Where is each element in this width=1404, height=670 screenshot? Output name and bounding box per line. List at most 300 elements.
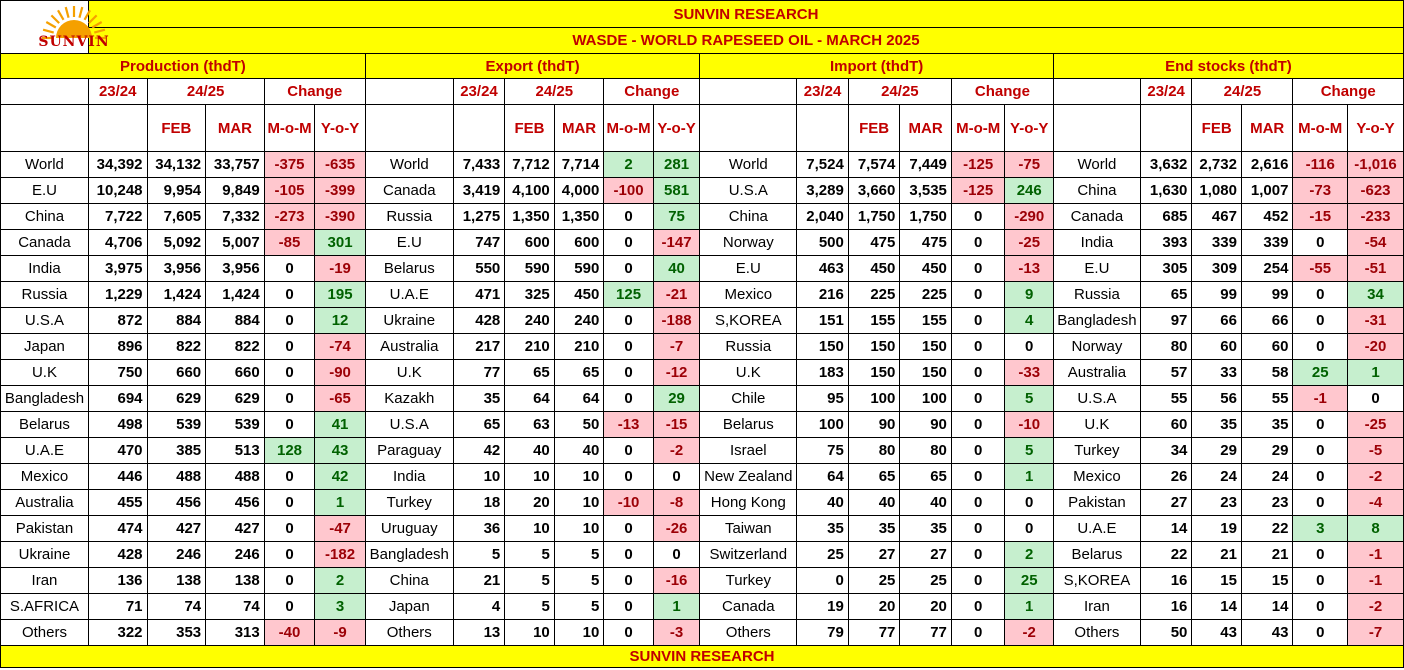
- value-mar: 225: [900, 282, 952, 308]
- value-mar: 55: [1241, 386, 1293, 412]
- change-mom: 0: [1293, 438, 1348, 464]
- value-2324: 26: [1140, 464, 1192, 490]
- header-yoy: Y-o-Y: [1005, 105, 1054, 152]
- country-name: Australia: [1, 490, 89, 516]
- value-mar: 590: [554, 256, 604, 282]
- change-yoy: -9: [315, 620, 366, 646]
- value-feb: 7,712: [505, 152, 555, 178]
- table-row: [1, 386, 1404, 412]
- value-2324: 322: [88, 620, 147, 646]
- country-name: India: [365, 464, 453, 490]
- country-name: U.A.E: [365, 282, 453, 308]
- change-yoy: 9: [1005, 282, 1054, 308]
- header-year-current: 24/25: [147, 79, 264, 105]
- value-mar: 456: [206, 490, 265, 516]
- value-mar: 90: [900, 412, 952, 438]
- country-name: Iran: [1053, 594, 1140, 620]
- value-feb: 456: [147, 490, 206, 516]
- country-name: Ukraine: [1, 542, 89, 568]
- value-feb: 475: [848, 230, 900, 256]
- change-mom: -15: [1293, 204, 1348, 230]
- value-feb: 27: [848, 542, 900, 568]
- country-name: Belarus: [700, 412, 797, 438]
- value-2324: 36: [453, 516, 505, 542]
- value-feb: 34,132: [147, 152, 206, 178]
- country-name: Bangladesh: [365, 542, 453, 568]
- country-name: Israel: [700, 438, 797, 464]
- change-yoy: -1,016: [1348, 152, 1404, 178]
- value-2324: 3,419: [453, 178, 505, 204]
- change-mom: 0: [1293, 282, 1348, 308]
- header-blank: [1, 105, 89, 152]
- value-feb: 3,956: [147, 256, 206, 282]
- value-2324: 1,630: [1140, 178, 1192, 204]
- value-feb: 90: [848, 412, 900, 438]
- value-2324: 77: [453, 360, 505, 386]
- value-feb: 10: [505, 516, 555, 542]
- value-feb: 4,100: [505, 178, 555, 204]
- change-yoy: 1: [315, 490, 366, 516]
- country-name: U.K: [365, 360, 453, 386]
- value-feb: 10: [505, 620, 555, 646]
- value-mar: 539: [206, 412, 265, 438]
- header-yoy: Y-o-Y: [653, 105, 699, 152]
- value-2324: 10,248: [88, 178, 147, 204]
- change-mom: -125: [951, 152, 1005, 178]
- change-mom: 0: [604, 568, 654, 594]
- country-name: Pakistan: [1053, 490, 1140, 516]
- value-feb: 15: [1192, 568, 1242, 594]
- change-yoy: 301: [315, 230, 366, 256]
- value-feb: 467: [1192, 204, 1242, 230]
- section-title-end-stocks-thdt: End stocks (thdT): [1053, 54, 1403, 79]
- value-2324: 5: [453, 542, 505, 568]
- change-yoy: 0: [1005, 516, 1054, 542]
- change-mom: 0: [1293, 334, 1348, 360]
- value-feb: 7,605: [147, 204, 206, 230]
- header-feb: FEB: [147, 105, 206, 152]
- country-name: Bangladesh: [1053, 308, 1140, 334]
- change-mom: 0: [951, 542, 1005, 568]
- change-yoy: -4: [1348, 490, 1404, 516]
- value-feb: 539: [147, 412, 206, 438]
- country-name: China: [365, 568, 453, 594]
- value-mar: 1,750: [900, 204, 952, 230]
- country-name: E.U: [700, 256, 797, 282]
- country-name: Norway: [700, 230, 797, 256]
- value-mar: 21: [1241, 542, 1293, 568]
- country-name: Norway: [1053, 334, 1140, 360]
- value-feb: 150: [848, 360, 900, 386]
- change-mom: -55: [1293, 256, 1348, 282]
- header-mom: M-o-M: [1293, 105, 1348, 152]
- value-mar: 254: [1241, 256, 1293, 282]
- value-2324: 3,975: [88, 256, 147, 282]
- value-2324: 42: [453, 438, 505, 464]
- value-2324: 4,706: [88, 230, 147, 256]
- change-yoy: -233: [1348, 204, 1404, 230]
- change-mom: 0: [1293, 542, 1348, 568]
- change-yoy: 2: [1005, 542, 1054, 568]
- change-mom: 2: [604, 152, 654, 178]
- value-2324: 80: [1140, 334, 1192, 360]
- country-name: S,KOREA: [700, 308, 797, 334]
- header-blank: [1053, 105, 1140, 152]
- value-2324: 14: [1140, 516, 1192, 542]
- value-2324: 7,433: [453, 152, 505, 178]
- value-mar: 65: [554, 360, 604, 386]
- country-name: Belarus: [365, 256, 453, 282]
- change-mom: 0: [604, 204, 654, 230]
- change-mom: 0: [604, 386, 654, 412]
- value-feb: 65: [848, 464, 900, 490]
- value-2324: 0: [797, 568, 849, 594]
- change-yoy: 41: [315, 412, 366, 438]
- country-name: Others: [365, 620, 453, 646]
- value-2324: 35: [797, 516, 849, 542]
- country-name: Belarus: [1053, 542, 1140, 568]
- value-feb: 1,350: [505, 204, 555, 230]
- value-feb: 629: [147, 386, 206, 412]
- change-yoy: 0: [1005, 490, 1054, 516]
- value-2324: 7,722: [88, 204, 147, 230]
- value-2324: 75: [797, 438, 849, 464]
- value-2324: 474: [88, 516, 147, 542]
- footer-title: SUNVIN RESEARCH: [1, 646, 1404, 668]
- change-yoy: 40: [653, 256, 699, 282]
- value-feb: 5: [505, 568, 555, 594]
- country-name: U.S.A: [1053, 386, 1140, 412]
- change-mom: -85: [264, 230, 315, 256]
- change-yoy: 3: [315, 594, 366, 620]
- change-mom: -100: [604, 178, 654, 204]
- change-yoy: 0: [1005, 334, 1054, 360]
- change-mom: 0: [264, 386, 315, 412]
- value-mar: 33,757: [206, 152, 265, 178]
- change-yoy: 43: [315, 438, 366, 464]
- change-yoy: -33: [1005, 360, 1054, 386]
- change-mom: 0: [951, 490, 1005, 516]
- country-name: Uruguay: [365, 516, 453, 542]
- change-mom: 0: [951, 230, 1005, 256]
- country-name: U.K: [1, 360, 89, 386]
- value-feb: 150: [848, 334, 900, 360]
- value-mar: 138: [206, 568, 265, 594]
- change-mom: 0: [951, 620, 1005, 646]
- table-row: [1, 178, 1404, 204]
- value-feb: 19: [1192, 516, 1242, 542]
- change-mom: 0: [951, 204, 1005, 230]
- value-feb: 385: [147, 438, 206, 464]
- value-2324: 428: [453, 308, 505, 334]
- country-name: Others: [1, 620, 89, 646]
- value-mar: 20: [900, 594, 952, 620]
- change-mom: 0: [951, 386, 1005, 412]
- value-mar: 246: [206, 542, 265, 568]
- change-yoy: -51: [1348, 256, 1404, 282]
- value-feb: 74: [147, 594, 206, 620]
- value-feb: 600: [505, 230, 555, 256]
- change-yoy: 5: [1005, 438, 1054, 464]
- value-mar: 1,424: [206, 282, 265, 308]
- value-2324: 216: [797, 282, 849, 308]
- change-mom: 0: [604, 256, 654, 282]
- value-2324: 872: [88, 308, 147, 334]
- change-mom: 0: [1293, 464, 1348, 490]
- change-mom: 0: [604, 620, 654, 646]
- section-title-import-thdt: Import (thdT): [700, 54, 1054, 79]
- table-row: [1, 594, 1404, 620]
- value-feb: 80: [848, 438, 900, 464]
- value-feb: 138: [147, 568, 206, 594]
- change-mom: 0: [1293, 568, 1348, 594]
- change-mom: 0: [604, 308, 654, 334]
- country-name: India: [1, 256, 89, 282]
- change-mom: 0: [951, 568, 1005, 594]
- value-mar: 80: [900, 438, 952, 464]
- value-mar: 60: [1241, 334, 1293, 360]
- value-feb: 590: [505, 256, 555, 282]
- value-2324: 455: [88, 490, 147, 516]
- header-change: Change: [951, 79, 1053, 105]
- country-name: World: [1, 152, 89, 178]
- header-blank: [365, 79, 453, 105]
- value-feb: 25: [848, 568, 900, 594]
- change-mom: 0: [264, 412, 315, 438]
- header-mar: MAR: [1241, 105, 1293, 152]
- value-2324: 79: [797, 620, 849, 646]
- change-yoy: -15: [653, 412, 699, 438]
- country-name: Ukraine: [365, 308, 453, 334]
- change-yoy: 42: [315, 464, 366, 490]
- change-yoy: 29: [653, 386, 699, 412]
- change-yoy: -188: [653, 308, 699, 334]
- value-mar: 3,535: [900, 178, 952, 204]
- value-mar: 27: [900, 542, 952, 568]
- value-mar: 822: [206, 334, 265, 360]
- change-mom: 0: [951, 256, 1005, 282]
- change-yoy: -399: [315, 178, 366, 204]
- change-mom: 0: [604, 594, 654, 620]
- change-mom: 0: [1293, 490, 1348, 516]
- country-name: World: [1053, 152, 1140, 178]
- country-name: China: [1053, 178, 1140, 204]
- change-yoy: -2: [1348, 464, 1404, 490]
- value-2324: 500: [797, 230, 849, 256]
- value-feb: 225: [848, 282, 900, 308]
- change-mom: 0: [264, 594, 315, 620]
- change-yoy: -8: [653, 490, 699, 516]
- value-feb: 40: [505, 438, 555, 464]
- header-change: Change: [264, 79, 365, 105]
- value-2324: 750: [88, 360, 147, 386]
- sun-icon: [27, 4, 121, 38]
- country-name: Belarus: [1, 412, 89, 438]
- value-mar: 64: [554, 386, 604, 412]
- value-feb: 21: [1192, 542, 1242, 568]
- value-mar: 313: [206, 620, 265, 646]
- value-mar: 99: [1241, 282, 1293, 308]
- change-yoy: 246: [1005, 178, 1054, 204]
- change-mom: 0: [264, 256, 315, 282]
- value-2324: 71: [88, 594, 147, 620]
- value-2324: 471: [453, 282, 505, 308]
- change-mom: 0: [1293, 230, 1348, 256]
- change-mom: 0: [951, 334, 1005, 360]
- change-mom: 0: [604, 438, 654, 464]
- country-name: Turkey: [700, 568, 797, 594]
- country-name: Mexico: [1, 464, 89, 490]
- value-feb: 246: [147, 542, 206, 568]
- change-yoy: 34: [1348, 282, 1404, 308]
- value-mar: 7,714: [554, 152, 604, 178]
- country-name: Chile: [700, 386, 797, 412]
- change-mom: -73: [1293, 178, 1348, 204]
- table-row: [1, 516, 1404, 542]
- value-mar: 240: [554, 308, 604, 334]
- value-feb: 339: [1192, 230, 1242, 256]
- table-row: [1, 568, 1404, 594]
- value-2324: 95: [797, 386, 849, 412]
- table-row: [1, 256, 1404, 282]
- change-mom: 0: [264, 282, 315, 308]
- table-row: [1, 464, 1404, 490]
- country-name: Russia: [1, 282, 89, 308]
- logo-cell: [1, 1, 110, 54]
- value-2324: 896: [88, 334, 147, 360]
- country-name: China: [700, 204, 797, 230]
- change-yoy: 0: [1348, 386, 1404, 412]
- change-yoy: -20: [1348, 334, 1404, 360]
- value-2324: 100: [797, 412, 849, 438]
- value-mar: 2,616: [1241, 152, 1293, 178]
- table-row: [1, 360, 1404, 386]
- country-name: E.U: [1, 178, 89, 204]
- change-yoy: 1: [1005, 594, 1054, 620]
- change-mom: 0: [264, 542, 315, 568]
- value-mar: 77: [900, 620, 952, 646]
- change-yoy: 0: [653, 464, 699, 490]
- change-mom: 0: [604, 516, 654, 542]
- country-name: Australia: [365, 334, 453, 360]
- change-mom: -105: [264, 178, 315, 204]
- country-name: Canada: [1, 230, 89, 256]
- value-2324: 694: [88, 386, 147, 412]
- change-yoy: 281: [653, 152, 699, 178]
- change-mom: 0: [604, 360, 654, 386]
- country-name: Russia: [1053, 282, 1140, 308]
- value-feb: 240: [505, 308, 555, 334]
- value-mar: 10: [554, 516, 604, 542]
- country-name: Turkey: [365, 490, 453, 516]
- change-yoy: 12: [315, 308, 366, 334]
- change-yoy: -47: [315, 516, 366, 542]
- country-name: Iran: [1, 568, 89, 594]
- value-2324: 136: [88, 568, 147, 594]
- value-feb: 77: [848, 620, 900, 646]
- change-yoy: -290: [1005, 204, 1054, 230]
- country-name: Others: [700, 620, 797, 646]
- header-blank: [88, 105, 147, 152]
- header-year-prev: 23/24: [453, 79, 505, 105]
- country-name: U.S.A: [700, 178, 797, 204]
- change-mom: 0: [604, 334, 654, 360]
- value-mar: 5,007: [206, 230, 265, 256]
- header-yoy: Y-o-Y: [1348, 105, 1404, 152]
- value-2324: 21: [453, 568, 505, 594]
- header-year-prev: 23/24: [797, 79, 849, 105]
- value-feb: 65: [505, 360, 555, 386]
- value-mar: 7,332: [206, 204, 265, 230]
- value-mar: 339: [1241, 230, 1293, 256]
- table-row: [1, 152, 1404, 178]
- value-feb: 10: [505, 464, 555, 490]
- value-mar: 10: [554, 464, 604, 490]
- value-mar: 150: [900, 360, 952, 386]
- change-yoy: -54: [1348, 230, 1404, 256]
- change-yoy: 4: [1005, 308, 1054, 334]
- country-name: U.S.A: [365, 412, 453, 438]
- value-mar: 3,956: [206, 256, 265, 282]
- table-row: [1, 438, 1404, 464]
- header-blank: [700, 105, 797, 152]
- value-mar: 35: [1241, 412, 1293, 438]
- change-mom: 0: [951, 282, 1005, 308]
- change-yoy: 1: [1005, 464, 1054, 490]
- section-title-production-thdt: Production (thdT): [1, 54, 366, 79]
- change-yoy: -1: [1348, 568, 1404, 594]
- value-mar: 513: [206, 438, 265, 464]
- value-feb: 64: [505, 386, 555, 412]
- value-2324: 10: [453, 464, 505, 490]
- header-feb: FEB: [848, 105, 900, 152]
- change-mom: -13: [604, 412, 654, 438]
- value-mar: 35: [900, 516, 952, 542]
- country-name: India: [1053, 230, 1140, 256]
- table-row: [1, 334, 1404, 360]
- change-yoy: 0: [653, 542, 699, 568]
- value-mar: 450: [900, 256, 952, 282]
- country-name: U.S.A: [1, 308, 89, 334]
- value-mar: 40: [554, 438, 604, 464]
- change-mom: 0: [951, 308, 1005, 334]
- value-2324: 27: [1140, 490, 1192, 516]
- change-mom: 128: [264, 438, 315, 464]
- change-yoy: 25: [1005, 568, 1054, 594]
- table-row: [1, 490, 1404, 516]
- value-mar: 5: [554, 542, 604, 568]
- value-feb: 9,954: [147, 178, 206, 204]
- value-feb: 1,080: [1192, 178, 1242, 204]
- value-mar: 452: [1241, 204, 1293, 230]
- change-yoy: -147: [653, 230, 699, 256]
- country-name: U.K: [1053, 412, 1140, 438]
- value-2324: 1,275: [453, 204, 505, 230]
- value-mar: 65: [900, 464, 952, 490]
- change-yoy: -19: [315, 256, 366, 282]
- value-2324: 25: [797, 542, 849, 568]
- change-yoy: -16: [653, 568, 699, 594]
- value-mar: 450: [554, 282, 604, 308]
- change-mom: -40: [264, 620, 315, 646]
- change-yoy: -7: [653, 334, 699, 360]
- value-feb: 33: [1192, 360, 1242, 386]
- value-mar: 23: [1241, 490, 1293, 516]
- country-name: Canada: [1053, 204, 1140, 230]
- value-mar: 884: [206, 308, 265, 334]
- value-mar: 66: [1241, 308, 1293, 334]
- value-mar: 100: [900, 386, 952, 412]
